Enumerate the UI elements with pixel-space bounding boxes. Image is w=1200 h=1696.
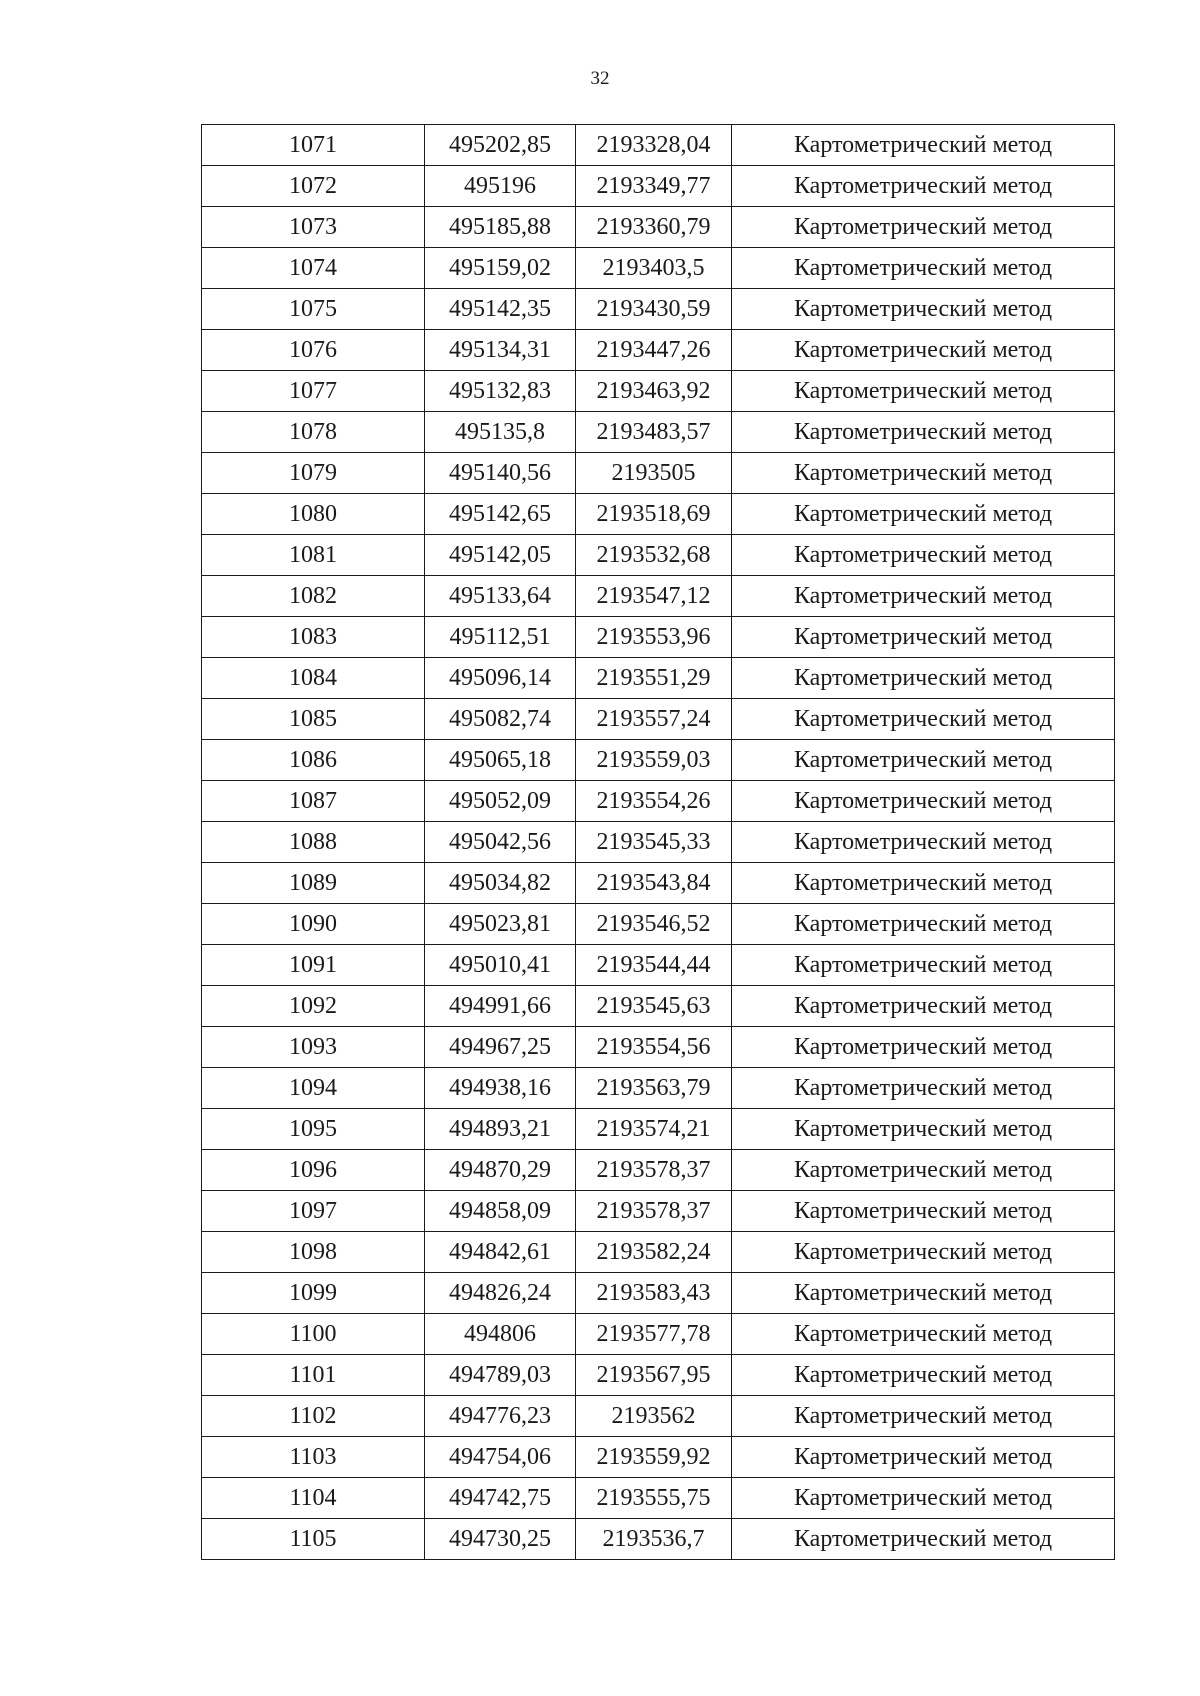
table-row	[202, 822, 1115, 863]
table-row	[202, 1478, 1115, 1519]
table-row	[202, 535, 1115, 576]
method-cell: Картометрический метод	[732, 248, 1115, 289]
table-row	[202, 1068, 1115, 1109]
x-coordinate-cell: 495082,74	[425, 699, 576, 740]
point-number-cell: 1088	[202, 822, 425, 863]
table-row	[202, 494, 1115, 535]
method-cell: Картометрический метод	[732, 863, 1115, 904]
x-coordinate-cell: 495140,56	[425, 453, 576, 494]
table-row	[202, 1437, 1115, 1478]
x-coordinate-cell: 494967,25	[425, 1027, 576, 1068]
method-cell: Картометрический метод	[732, 125, 1115, 166]
point-number-cell: 1087	[202, 781, 425, 822]
x-coordinate-cell: 494806	[425, 1314, 576, 1355]
y-coordinate-cell: 2193430,59	[576, 289, 732, 330]
point-number-cell: 1089	[202, 863, 425, 904]
x-coordinate-cell: 495096,14	[425, 658, 576, 699]
table-row	[202, 1519, 1115, 1560]
point-number-cell: 1097	[202, 1191, 425, 1232]
method-cell: Картометрический метод	[732, 822, 1115, 863]
y-coordinate-cell: 2193518,69	[576, 494, 732, 535]
point-number-cell: 1073	[202, 207, 425, 248]
point-number-cell: 1100	[202, 1314, 425, 1355]
y-coordinate-cell: 2193574,21	[576, 1109, 732, 1150]
point-number-cell: 1083	[202, 617, 425, 658]
method-cell: Картометрический метод	[732, 289, 1115, 330]
method-cell: Картометрический метод	[732, 699, 1115, 740]
y-coordinate-cell: 2193559,03	[576, 740, 732, 781]
method-cell: Картометрический метод	[732, 1437, 1115, 1478]
y-coordinate-cell: 2193563,79	[576, 1068, 732, 1109]
y-coordinate-cell: 2193578,37	[576, 1191, 732, 1232]
x-coordinate-cell: 495052,09	[425, 781, 576, 822]
x-coordinate-cell: 494742,75	[425, 1478, 576, 1519]
x-coordinate-cell: 495023,81	[425, 904, 576, 945]
table-row	[202, 1191, 1115, 1232]
y-coordinate-cell: 2193554,26	[576, 781, 732, 822]
point-number-cell: 1086	[202, 740, 425, 781]
x-coordinate-cell: 495133,64	[425, 576, 576, 617]
table-row	[202, 371, 1115, 412]
method-cell: Картометрический метод	[732, 535, 1115, 576]
point-number-cell: 1102	[202, 1396, 425, 1437]
y-coordinate-cell: 2193557,24	[576, 699, 732, 740]
point-number-cell: 1074	[202, 248, 425, 289]
y-coordinate-cell: 2193505	[576, 453, 732, 494]
y-coordinate-cell: 2193403,5	[576, 248, 732, 289]
table-row	[202, 125, 1115, 166]
method-cell: Картометрический метод	[732, 207, 1115, 248]
point-number-cell: 1081	[202, 535, 425, 576]
method-cell: Картометрический метод	[732, 453, 1115, 494]
y-coordinate-cell: 2193555,75	[576, 1478, 732, 1519]
point-number-cell: 1095	[202, 1109, 425, 1150]
table-row	[202, 781, 1115, 822]
y-coordinate-cell: 2193545,63	[576, 986, 732, 1027]
table-row	[202, 1232, 1115, 1273]
x-coordinate-cell: 495142,65	[425, 494, 576, 535]
y-coordinate-cell: 2193567,95	[576, 1355, 732, 1396]
y-coordinate-cell: 2193543,84	[576, 863, 732, 904]
point-number-cell: 1098	[202, 1232, 425, 1273]
method-cell: Картометрический метод	[732, 1027, 1115, 1068]
method-cell: Картометрический метод	[732, 617, 1115, 658]
y-coordinate-cell: 2193328,04	[576, 125, 732, 166]
method-cell: Картометрический метод	[732, 576, 1115, 617]
point-number-cell: 1075	[202, 289, 425, 330]
method-cell: Картометрический метод	[732, 330, 1115, 371]
x-coordinate-cell: 494730,25	[425, 1519, 576, 1560]
x-coordinate-cell: 495135,8	[425, 412, 576, 453]
table-row	[202, 207, 1115, 248]
method-cell: Картометрический метод	[732, 658, 1115, 699]
method-cell: Картометрический метод	[732, 986, 1115, 1027]
y-coordinate-cell: 2193553,96	[576, 617, 732, 658]
x-coordinate-cell: 495196	[425, 166, 576, 207]
coordinates-table	[201, 124, 1115, 1560]
table-row	[202, 576, 1115, 617]
y-coordinate-cell: 2193349,77	[576, 166, 732, 207]
x-coordinate-cell: 494826,24	[425, 1273, 576, 1314]
point-number-cell: 1071	[202, 125, 425, 166]
page-number: 32	[590, 68, 610, 89]
point-number-cell: 1090	[202, 904, 425, 945]
point-number-cell: 1080	[202, 494, 425, 535]
table-row	[202, 658, 1115, 699]
y-coordinate-cell: 2193544,44	[576, 945, 732, 986]
method-cell: Картометрический метод	[732, 1396, 1115, 1437]
y-coordinate-cell: 2193447,26	[576, 330, 732, 371]
method-cell: Картометрический метод	[732, 1191, 1115, 1232]
x-coordinate-cell: 495159,02	[425, 248, 576, 289]
method-cell: Картометрический метод	[732, 1068, 1115, 1109]
y-coordinate-cell: 2193532,68	[576, 535, 732, 576]
x-coordinate-cell: 494789,03	[425, 1355, 576, 1396]
x-coordinate-cell: 494754,06	[425, 1437, 576, 1478]
point-number-cell: 1092	[202, 986, 425, 1027]
y-coordinate-cell: 2193578,37	[576, 1150, 732, 1191]
point-number-cell: 1096	[202, 1150, 425, 1191]
x-coordinate-cell: 494870,29	[425, 1150, 576, 1191]
point-number-cell: 1101	[202, 1355, 425, 1396]
table-row	[202, 863, 1115, 904]
point-number-cell: 1077	[202, 371, 425, 412]
y-coordinate-cell: 2193546,52	[576, 904, 732, 945]
table-row	[202, 617, 1115, 658]
method-cell: Картометрический метод	[732, 371, 1115, 412]
x-coordinate-cell: 495142,05	[425, 535, 576, 576]
table-row	[202, 412, 1115, 453]
point-number-cell: 1082	[202, 576, 425, 617]
method-cell: Картометрический метод	[732, 1109, 1115, 1150]
table-row	[202, 330, 1115, 371]
point-number-cell: 1085	[202, 699, 425, 740]
y-coordinate-cell: 2193577,78	[576, 1314, 732, 1355]
y-coordinate-cell: 2193536,7	[576, 1519, 732, 1560]
method-cell: Картометрический метод	[732, 1314, 1115, 1355]
y-coordinate-cell: 2193562	[576, 1396, 732, 1437]
table-row	[202, 1314, 1115, 1355]
y-coordinate-cell: 2193360,79	[576, 207, 732, 248]
x-coordinate-cell: 494938,16	[425, 1068, 576, 1109]
y-coordinate-cell: 2193483,57	[576, 412, 732, 453]
method-cell: Картометрический метод	[732, 904, 1115, 945]
x-coordinate-cell: 494893,21	[425, 1109, 576, 1150]
table-row	[202, 699, 1115, 740]
method-cell: Картометрический метод	[732, 945, 1115, 986]
table-row	[202, 904, 1115, 945]
method-cell: Картометрический метод	[732, 740, 1115, 781]
x-coordinate-cell: 495132,83	[425, 371, 576, 412]
x-coordinate-cell: 495202,85	[425, 125, 576, 166]
table-row	[202, 453, 1115, 494]
x-coordinate-cell: 495042,56	[425, 822, 576, 863]
table-row	[202, 166, 1115, 207]
point-number-cell: 1079	[202, 453, 425, 494]
method-cell: Картометрический метод	[732, 1232, 1115, 1273]
y-coordinate-cell: 2193559,92	[576, 1437, 732, 1478]
method-cell: Картометрический метод	[732, 1273, 1115, 1314]
x-coordinate-cell: 495112,51	[425, 617, 576, 658]
point-number-cell: 1093	[202, 1027, 425, 1068]
table-row	[202, 1150, 1115, 1191]
x-coordinate-cell: 495142,35	[425, 289, 576, 330]
table-row	[202, 1396, 1115, 1437]
method-cell: Картометрический метод	[732, 1355, 1115, 1396]
y-coordinate-cell: 2193582,24	[576, 1232, 732, 1273]
x-coordinate-cell: 495034,82	[425, 863, 576, 904]
y-coordinate-cell: 2193547,12	[576, 576, 732, 617]
method-cell: Картометрический метод	[732, 1150, 1115, 1191]
y-coordinate-cell: 2193554,56	[576, 1027, 732, 1068]
point-number-cell: 1104	[202, 1478, 425, 1519]
method-cell: Картометрический метод	[732, 494, 1115, 535]
table-row	[202, 740, 1115, 781]
point-number-cell: 1105	[202, 1519, 425, 1560]
point-number-cell: 1099	[202, 1273, 425, 1314]
x-coordinate-cell: 495065,18	[425, 740, 576, 781]
point-number-cell: 1084	[202, 658, 425, 699]
method-cell: Картометрический метод	[732, 1519, 1115, 1560]
point-number-cell: 1091	[202, 945, 425, 986]
x-coordinate-cell: 494776,23	[425, 1396, 576, 1437]
table-row	[202, 1109, 1115, 1150]
table-row	[202, 1027, 1115, 1068]
point-number-cell: 1076	[202, 330, 425, 371]
y-coordinate-cell: 2193463,92	[576, 371, 732, 412]
x-coordinate-cell: 495134,31	[425, 330, 576, 371]
y-coordinate-cell: 2193545,33	[576, 822, 732, 863]
table-row	[202, 945, 1115, 986]
table-row	[202, 289, 1115, 330]
x-coordinate-cell: 494991,66	[425, 986, 576, 1027]
point-number-cell: 1094	[202, 1068, 425, 1109]
method-cell: Картометрический метод	[732, 1478, 1115, 1519]
method-cell: Картометрический метод	[732, 412, 1115, 453]
method-cell: Картометрический метод	[732, 781, 1115, 822]
x-coordinate-cell: 495010,41	[425, 945, 576, 986]
point-number-cell: 1103	[202, 1437, 425, 1478]
method-cell: Картометрический метод	[732, 166, 1115, 207]
y-coordinate-cell: 2193551,29	[576, 658, 732, 699]
x-coordinate-cell: 495185,88	[425, 207, 576, 248]
x-coordinate-cell: 494858,09	[425, 1191, 576, 1232]
y-coordinate-cell: 2193583,43	[576, 1273, 732, 1314]
table-row	[202, 1355, 1115, 1396]
coordinates-table-body	[202, 125, 1115, 1560]
point-number-cell: 1078	[202, 412, 425, 453]
table-row	[202, 248, 1115, 289]
x-coordinate-cell: 494842,61	[425, 1232, 576, 1273]
table-row	[202, 986, 1115, 1027]
table-row	[202, 1273, 1115, 1314]
point-number-cell: 1072	[202, 166, 425, 207]
